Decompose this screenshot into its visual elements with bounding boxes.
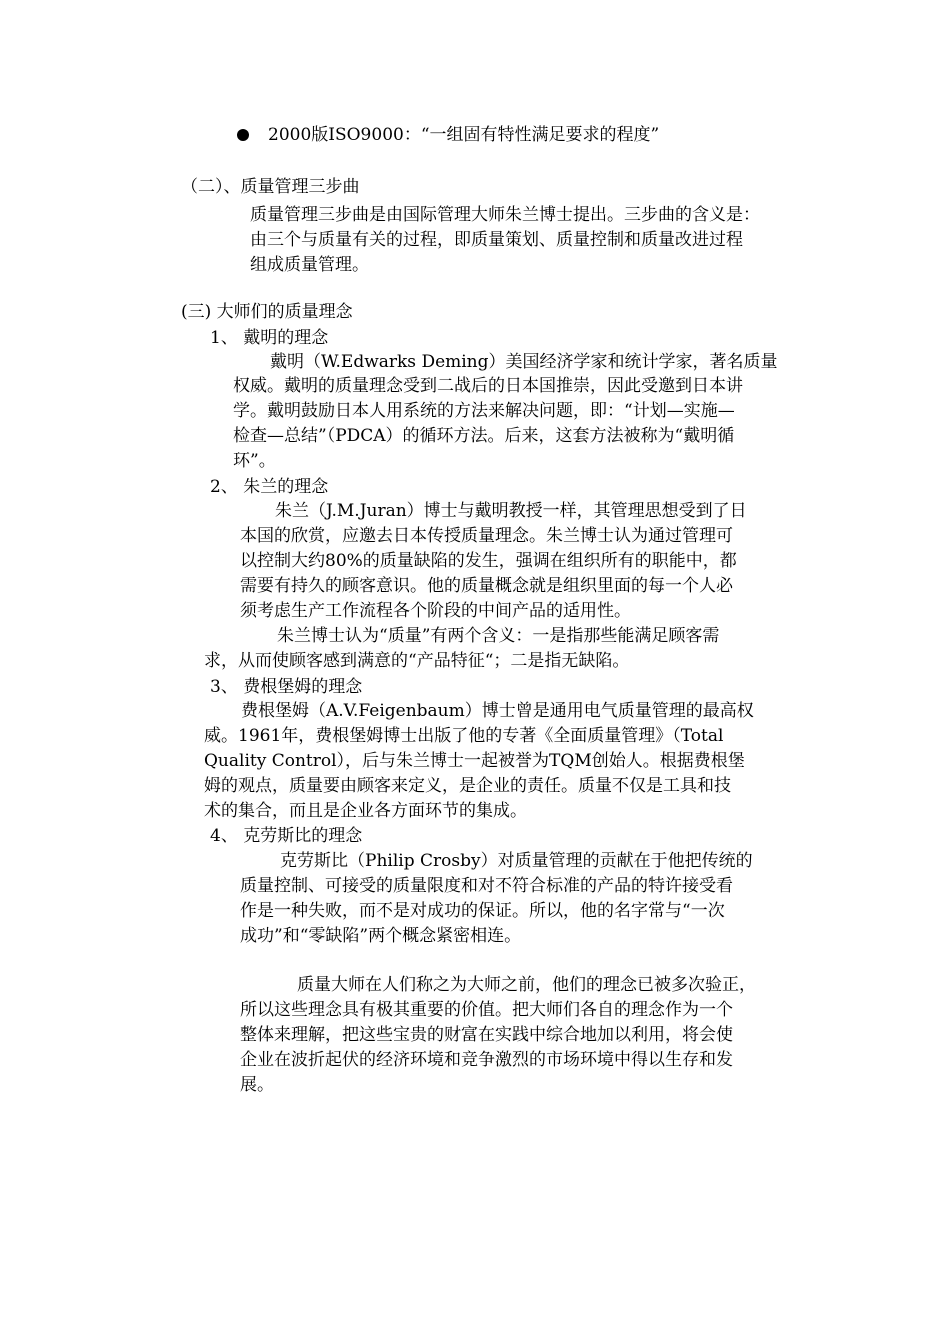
paragraph-line: 质量管理三步曲是由国际管理大师朱兰博士提出。三步曲的含义是： xyxy=(250,205,760,225)
paragraph-line: 克劳斯比（Philip Crosby）对质量管理的贡献在于他把传统的 xyxy=(280,851,753,871)
paragraph-line: 作是一种失败，而不是对成功的保证。所以，他的名字常与“一次 xyxy=(240,901,725,921)
paragraph-line: 需要有持久的顾客意识。他的质量概念就是组织里面的每一个人必 xyxy=(240,576,733,596)
subsection-title: 2、 朱兰的理念 xyxy=(210,477,329,497)
paragraph-line: 威。1961年，费根堡姆博士出版了他的专著《全面质量管理》（Total xyxy=(204,726,724,746)
paragraph-line: 环”。 xyxy=(233,451,276,471)
paragraph-line: 整体来理解，把这些宝贵的财富在实践中综合地加以利用，将会使 xyxy=(240,1025,733,1045)
paragraph-line: 费根堡姆（A.V.Feigenbaum）博士曾是通用电气质量管理的最高权 xyxy=(241,701,754,721)
paragraph-line: 求，从而使顾客感到满意的“产品特征“；二是指无缺陷。 xyxy=(204,651,630,671)
paragraph-line: 成功”和“零缺陷”两个概念紧密相连。 xyxy=(240,926,522,946)
paragraph-line: 术的集合，而且是企业各方面环节的集成。 xyxy=(204,801,527,821)
paragraph-line: 所以这些理念具有极其重要的价值。把大师们各自的理念作为一个 xyxy=(240,1000,733,1020)
paragraph-line: 组成质量管理。 xyxy=(250,255,369,275)
paragraph-line: Quality Control），后与朱兰博士一起被誉为TQM创始人。根据费根堡 xyxy=(204,751,745,771)
bullet-dot-icon xyxy=(237,129,249,141)
paragraph-line: 质量控制、可接受的质量限度和对不符合标准的产品的特许接受看 xyxy=(240,876,733,896)
paragraph-line: 展。 xyxy=(240,1075,274,1095)
subsection-title: 4、 克劳斯比的理念 xyxy=(210,826,363,846)
paragraph-line: 姆的观点，质量要由顾客来定义，是企业的责任。质量不仅是工具和技 xyxy=(204,776,731,796)
paragraph-line: 朱兰博士认为“质量”有两个含义：一是指那些能满足顾客需 xyxy=(277,626,720,646)
section-heading: （二）、质量管理三步曲 xyxy=(181,177,360,197)
bullet-item-text: 2000版ISO9000：“一组固有特性满足要求的程度” xyxy=(268,125,660,145)
paragraph-line: 由三个与质量有关的过程，即质量策划、质量控制和质量改进过程 xyxy=(250,230,743,250)
subsection-title: 3、 费根堡姆的理念 xyxy=(210,677,363,697)
paragraph-line: 企业在波折起伏的经济环境和竞争激烈的市场环境中得以生存和发 xyxy=(240,1050,733,1070)
paragraph-line: 权威。戴明的质量理念受到二战后的日本国推崇，因此受邀到日本讲 xyxy=(233,376,743,396)
paragraph-line: 朱兰（J.M.Juran）博士与戴明教授一样，其管理思想受到了日 xyxy=(275,501,747,521)
paragraph-line: 戴明（W.Edwarks Deming）美国经济学家和统计学家，著名质量 xyxy=(270,352,778,372)
subsection-title: 1、 戴明的理念 xyxy=(210,328,329,348)
section-heading: (三) 大师们的质量理念 xyxy=(181,302,353,322)
paragraph-line: 以控制大约80%的质量缺陷的发生，强调在组织所有的职能中，都 xyxy=(240,551,737,571)
paragraph-line: 学。戴明鼓励日本人用系统的方法来解决问题，即：“计划—实施— xyxy=(233,401,735,421)
paragraph-line: 质量大师在人们称之为大师之前，他们的理念已被多次验正， xyxy=(297,975,756,995)
paragraph-line: 检查—总结”（PDCA）的循环方法。后来，这套方法被称为“戴明循 xyxy=(233,426,735,446)
paragraph-line: 须考虑生产工作流程各个阶段的中间产品的适用性。 xyxy=(240,601,631,621)
paragraph-line: 本国的欣赏，应邀去日本传授质量理念。朱兰博士认为通过管理可 xyxy=(240,526,733,546)
